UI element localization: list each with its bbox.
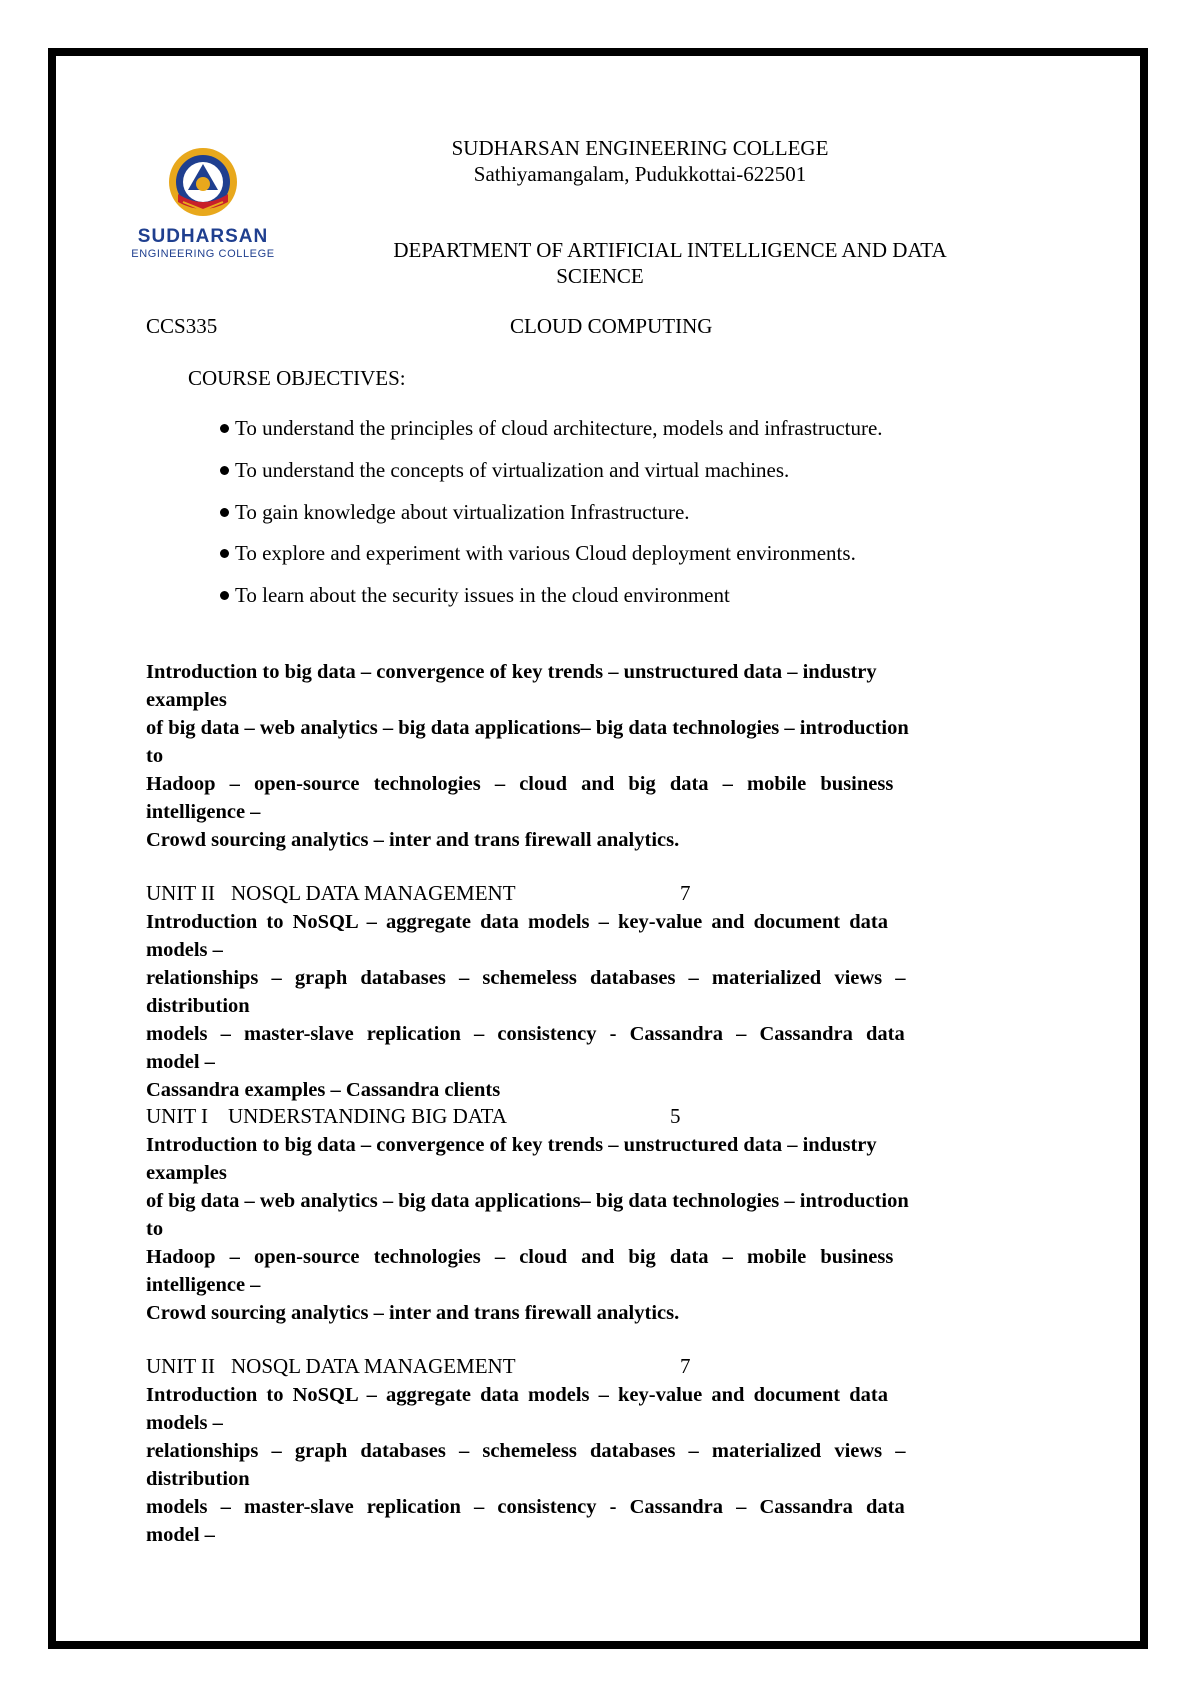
text-line: model – — [146, 1524, 215, 1546]
unit-heading — [146, 881, 516, 906]
text-line: Hadoop – open-source technologies – cloud and big data – mobile business — [146, 1246, 894, 1268]
unit-hours: 5 — [670, 1104, 681, 1128]
text-line: Introduction to big data – convergence of key trends – unstructured data – industry — [146, 661, 877, 683]
text-line: Introduction to NoSQL – aggregate data models – key-value and document data — [146, 1384, 888, 1406]
bullet-icon — [220, 466, 229, 475]
intro-block — [146, 658, 1046, 854]
course-code: CCS335 — [146, 314, 218, 338]
text-line: models – — [146, 939, 223, 961]
text-line: relationships – graph databases – schemeless databases – materialized views – — [146, 967, 906, 989]
bullet-icon — [220, 591, 229, 600]
text-line: Cassandra examples – Cassandra clients — [146, 1079, 501, 1101]
unit-label: UNIT I — [146, 1104, 209, 1128]
objective-item: To understand the concepts of virtualization and virtual machines. — [220, 458, 789, 483]
unit-hours: 7 — [680, 881, 691, 905]
text-line: Introduction to big data – convergence of key trends – unstructured data – industry — [146, 1134, 877, 1156]
text-line: examples — [146, 1162, 227, 1184]
text-line: intelligence – — [146, 801, 261, 823]
unit-title: NOSQL DATA MANAGEMENT — [231, 881, 516, 905]
unit-content — [146, 1131, 1046, 1327]
text-line: of big data – web analytics – big data applications– big data technologies – introduction — [146, 1190, 909, 1212]
college-address: Sathiyamangalam, Pudukkottai-622501 — [473, 162, 807, 186]
college-name: SUDHARSAN ENGINEERING COLLEGE — [451, 136, 829, 160]
text-line: Hadoop – open-source technologies – cloud and big data – mobile business — [146, 773, 894, 795]
bullet-icon — [220, 508, 229, 517]
text-line: models – — [146, 1412, 223, 1434]
text-line: distribution — [146, 1468, 250, 1490]
college-logo — [128, 144, 278, 264]
objectives-heading: COURSE OBJECTIVES: — [188, 366, 406, 390]
bullet-icon — [220, 549, 229, 558]
unit-heading — [146, 1104, 507, 1129]
logo-emblem-icon — [128, 144, 278, 226]
objective-item: To explore and experiment with various Cloud deployment environments. — [220, 541, 856, 566]
department-line1: DEPARTMENT OF ARTIFICIAL INTELLIGENCE AND DATA — [393, 238, 947, 262]
text-line: Crowd sourcing analytics – inter and trans firewall analytics. — [146, 829, 680, 851]
text-line: Crowd sourcing analytics – inter and trans firewall analytics. — [146, 1302, 680, 1324]
unit-label: UNIT II — [146, 1354, 216, 1378]
text-line: models – master-slave replication – consistency - Cassandra – Cassandra data — [146, 1496, 905, 1518]
unit-title: NOSQL DATA MANAGEMENT — [231, 1354, 516, 1378]
text-line: of big data – web analytics – big data applications– big data technologies – introduction — [146, 717, 909, 739]
logo-name: SUDHARSAN — [137, 226, 269, 247]
text-line: relationships – graph databases – schemeless databases – materialized views – — [146, 1440, 906, 1462]
text-line: models – master-slave replication – consistency - Cassandra – Cassandra data — [146, 1023, 905, 1045]
text-line: examples — [146, 689, 227, 711]
unit-title: UNDERSTANDING BIG DATA — [228, 1104, 507, 1128]
text-line: distribution — [146, 995, 250, 1017]
unit-hours: 7 — [680, 1354, 691, 1378]
text-line: model – — [146, 1051, 215, 1073]
objective-item: To gain knowledge about virtualization Infrastructure. — [220, 500, 690, 525]
objective-item: To learn about the security issues in the cloud environment — [220, 583, 730, 608]
text-line: intelligence – — [146, 1274, 261, 1296]
unit-heading — [146, 1354, 516, 1379]
unit-content — [146, 1381, 1046, 1549]
department-line2: SCIENCE — [556, 264, 644, 288]
text-line: to — [146, 1218, 164, 1240]
text-line: Introduction to NoSQL – aggregate data models – key-value and document data — [146, 911, 888, 933]
course-title: CLOUD COMPUTING — [510, 314, 713, 338]
logo-subname: ENGINEERING COLLEGE — [131, 248, 275, 260]
objective-item: To understand the principles of cloud architecture, models and infrastructure. — [220, 416, 883, 441]
bullet-icon — [220, 424, 229, 433]
text-line: to — [146, 745, 164, 767]
unit-content — [146, 908, 1046, 1104]
unit-label: UNIT II — [146, 881, 216, 905]
